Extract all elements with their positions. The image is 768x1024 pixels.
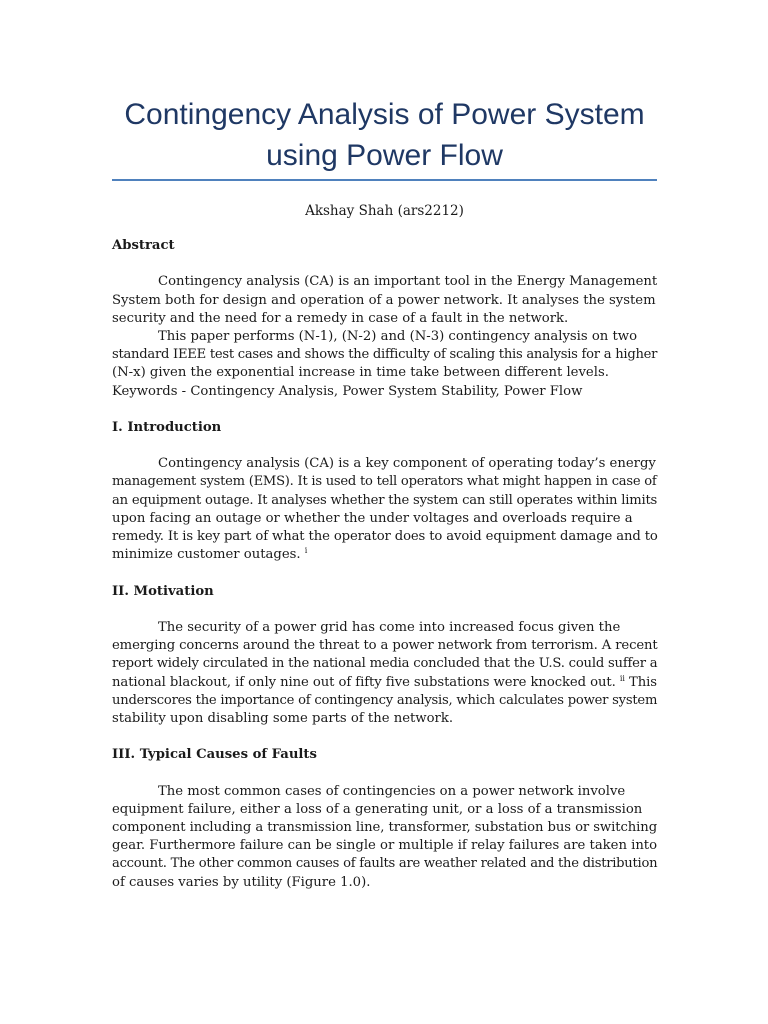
- footnote-marker[interactable]: ii: [619, 673, 625, 683]
- text-line: The security of a power grid has come into increased focus given the: [158, 619, 621, 635]
- text-line: management system (EMS). It is used to tell operators what might happen in case of: [112, 474, 657, 490]
- text-line: Contingency analysis (CA) is a key component of operating today’s energy: [158, 456, 656, 472]
- text-line: of causes varies by utility (Figure 1.0).: [112, 874, 371, 890]
- text-line: component including a transmission line, transformer, substation bus or switching: [112, 820, 658, 835]
- text-line-with-footnote: [112, 546, 657, 564]
- text-line: Contingency analysis (CA) is an important tool in the Energy Management: [158, 274, 658, 290]
- motivation-paragraph: [112, 619, 657, 728]
- text-line: an equipment outage. It analyses whether the system can still operates within limits: [112, 492, 658, 508]
- abstract-paragraph-1: [112, 273, 657, 328]
- causes-of-faults-paragraph: [112, 783, 657, 892]
- paper-title-line-1: Contingency Analysis of Power System: [124, 98, 645, 131]
- abstract-paragraph-2: [112, 328, 657, 383]
- text-line: remedy. It is key part of what the operator does to avoid equipment damage and to: [112, 529, 658, 544]
- title-divider: [112, 179, 657, 181]
- text-fragment: minimize customer outages.: [112, 547, 301, 563]
- paper-title: [112, 94, 657, 176]
- text-line: The most common cases of contingencies on a power network involve: [158, 783, 626, 799]
- keywords-line: [112, 383, 657, 401]
- text-line: upon facing an outage or whether the under voltages and overloads require a: [112, 510, 633, 526]
- text-line: account. The other common causes of faults are weather related and the distribution: [112, 856, 658, 872]
- text-line: This paper performs (N-1), (N-2) and (N-3) contingency analysis on two: [158, 328, 638, 344]
- text-line: stability upon disabling some parts of the network.: [112, 710, 454, 726]
- text-line: System both for design and operation of a power network. It analyses the system: [112, 292, 656, 308]
- text-line: Keywords - Contingency Analysis, Power System Stability, Power Flow: [112, 383, 583, 399]
- section-heading-motivation: II. Motivation: [112, 583, 214, 599]
- text-line: security and the need for a remedy in case of a fault in the network.: [112, 310, 569, 326]
- text-line: emerging concerns around the threat to a power network from terrorism. A recent: [112, 638, 658, 654]
- text-fragment: This: [628, 674, 657, 690]
- text-line: (N-x) given the exponential increase in time take between different levels.: [112, 365, 609, 381]
- paper-title-line-2: using Power Flow: [266, 139, 503, 172]
- introduction-paragraph: [112, 455, 657, 564]
- footnote-marker[interactable]: i: [304, 546, 308, 556]
- text-line: standard IEEE test cases and shows the difficulty of scaling this analysis for a higher: [112, 347, 658, 363]
- text-fragment: national blackout, if only nine out of fifty five substations were knocked out.: [112, 674, 616, 690]
- text-line-with-footnote: [112, 674, 657, 692]
- text-line: underscores the importance of contingency analysis, which calculates power system: [112, 692, 658, 708]
- paper-body: [112, 237, 657, 892]
- text-line: report widely circulated in the national media concluded that the U.S. could suffer a: [112, 656, 658, 672]
- section-heading-abstract: Abstract: [112, 238, 175, 253]
- text-line: equipment failure, either a loss of a generating unit, or a loss of a transmission: [112, 801, 643, 817]
- section-heading-introduction: I. Introduction: [112, 419, 222, 435]
- text-line: gear. Furthermore failure can be single or multiple if relay failures are taken into: [112, 838, 658, 854]
- author-line: Akshay Shah (ars2212): [305, 203, 464, 219]
- section-heading-causes-of-faults: III. Typical Causes of Faults: [112, 747, 317, 763]
